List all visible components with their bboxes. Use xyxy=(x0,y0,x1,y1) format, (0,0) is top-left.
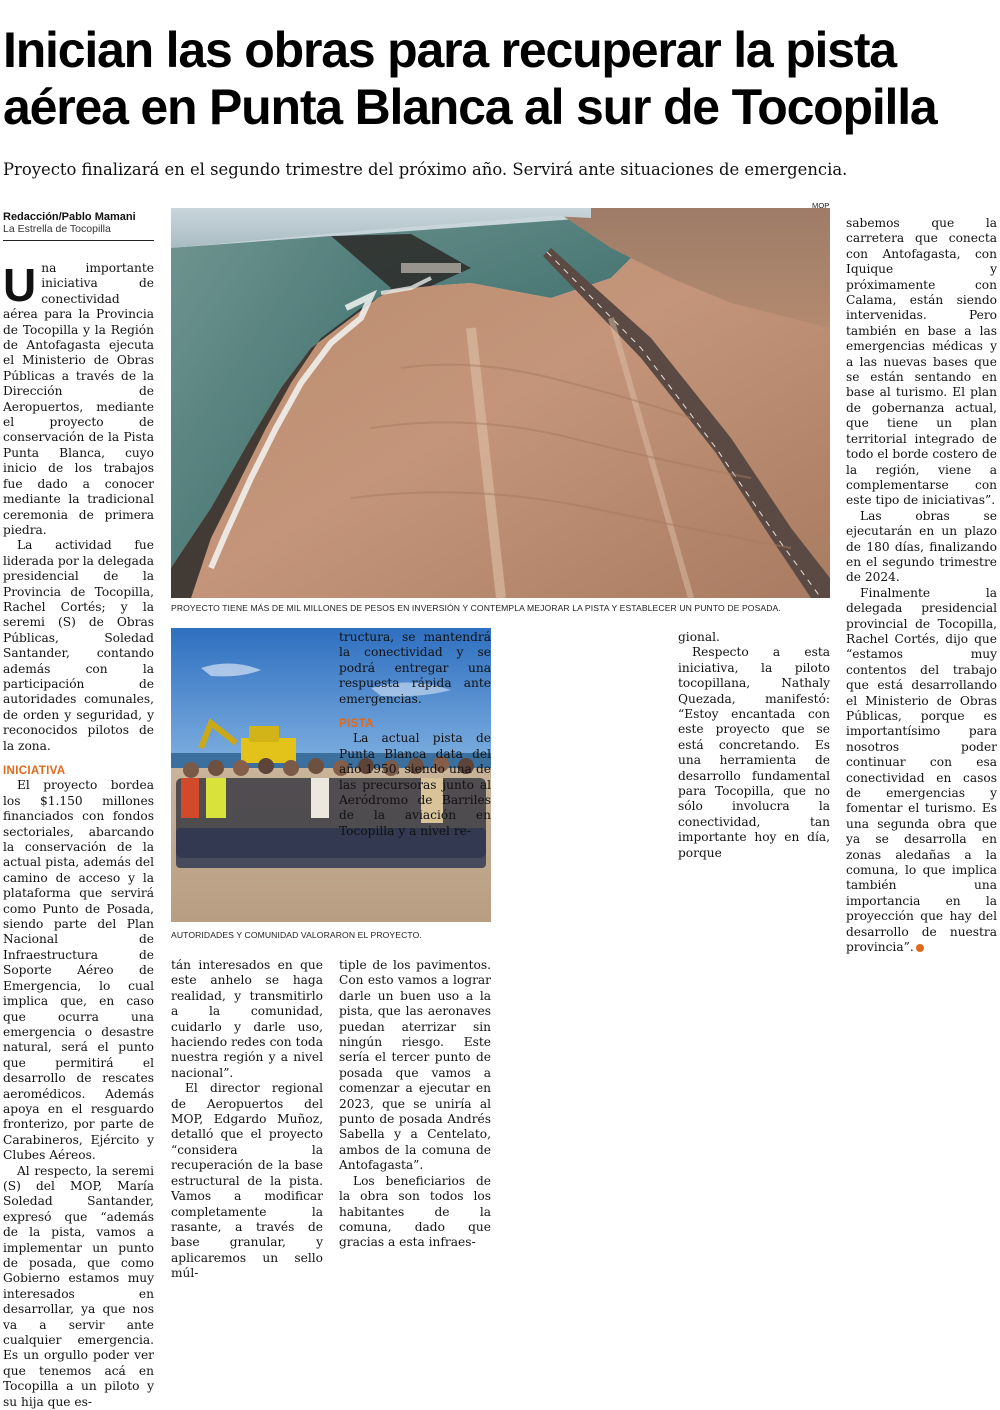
paragraph: Las obras se ejecutarán en un plazo de 180 días, finalizando en el segundo trimestre de 2024. xyxy=(846,508,997,585)
paragraph: El proyecto bordea los $1.150 millones financiados con fondos sectoriales, abarcando la conservación de la actual pista, además del camino de acceso y la plataforma que servirá como Punto de Posada, siendo parte del Plan Nacional de Infraestructura de Soporte Aéreo de Emergencia, lo cual implica que, en caso que ocurra una emergencia o desastre natural, será el punto que permitirá el desarrollo de rescates aeromédicos. Además apoya en el resguardo fronterizo, por parte de Carabineros, Ejército y Clubes Aéreos. xyxy=(3,778,154,1163)
aerial-photo xyxy=(171,208,830,598)
byline-divider xyxy=(3,240,154,241)
article-column-1 xyxy=(3,259,154,1409)
paragraph: Finalmente la delegada presidencial provincial de Tocopilla, Rachel Cortés, dijo que “estamos muy contentos del trabajo que está desarrollando el Ministerio de Obras Públicas, porque es importantísimo para nosotros poder continuar con esa conectividad en casos de emergencias y fomentar el turismo. Es una segunda obra que ya se desarrolla en zonas aledañas a la comuna, lo que implica también una importancia en la proyección que hay del desarrollo de nuestra provincia”. xyxy=(846,585,997,955)
paragraph: Al respecto, la seremi (S) del MOP, María Soledad Santander, expresó que “además de la pista, vamos a implementar un punto de posada, que como Gobierno estamos muy interesados en desarrollar, ya que nos va a servir ante cualquier emergencia. Es un orgullo poder ver que tenemos acá en Tocopilla a un piloto y su hija que es- xyxy=(3,1163,154,1409)
article-column-5 xyxy=(846,216,997,955)
article-column-2 xyxy=(171,958,323,1281)
paragraph: La actual pista de Punta Blanca data del año 1950, siendo una de las precursoras junto al Aeródromo de Barriles de la aviación en Tocopilla y a nivel re- xyxy=(339,731,491,838)
article-subheadline: Proyecto finalizará en el segundo trimestre del próximo año. Servirá ante situaciones de emergencia. xyxy=(3,160,848,179)
byline-author: Redacción/Pablo Mamani xyxy=(3,211,136,223)
paragraph: La actividad fue liderada por la delegada presidencial de la Provincia de Tocopilla, Rachel Cortés; y la seremi (S) de Obras Públicas, Soledad Santander, contando además con la participación de autoridades comunales, de orden y seguridad, y reconocidos pilotos de la zona. xyxy=(3,538,154,753)
article-column-3-lower xyxy=(339,958,491,1250)
aerial-photo-caption: PROYECTO TIENE MÁS DE MIL MILLONES DE PESOS EN INVERSIÓN Y CONTEMPLA MEJORAR LA PISTA Y ESTABLECER UN PUNTO DE POSADA. xyxy=(171,603,781,613)
article-column-4-body xyxy=(678,630,830,860)
paragraph: gional. xyxy=(678,630,720,644)
paragraph: Respecto a esta iniciativa, la piloto tocopillana, Nathaly Quezada, manifestó: “Estoy encantada con este proyecto que se está concretando. Es una herramienta de desarrollo fundamental para Tocopilla, que no sólo involucra la conectividad, tan importante hoy en día, porque xyxy=(678,645,830,860)
byline-publication: La Estrella de Tocopilla xyxy=(3,223,111,235)
paragraph: Los beneficiarios de la obra son todos los habitantes de la comuna, dado que gracias a esta infraes- xyxy=(339,1173,491,1250)
paragraph: tán interesados en que este anhelo se haga realidad, y transmitirlo a la comunidad, cuidarlo y darle uso, haciendo redes con toda nuestra región y a nivel nacional”. xyxy=(171,958,323,1080)
paragraph: sabemos que la carretera que conecta con Antofagasta, con Iquique y próximamente con Calama, están siendo intervenidas. Pero también en base a las emergencias médicas y a las nuevas bases que se están sentando en base al turismo. El plan de gobernanza actual, que tiene un plan territorial integrado de todo el borde costero de la región, viene a complementarse con este tipo de iniciativas”. xyxy=(846,216,997,508)
lead-paragraph: Una importante iniciativa de conectividad aérea para la Provincia de Tocopilla y la Región de Antofagasta ejecuta el Ministerio de Obras Públicas a través de la Dirección de Aeropuertos, mediante el proyecto de conservación de la Pista Punta Blanca, cuyo inicio de los trabajos fue dado a conocer mediante la tradicional ceremonia de primera piedra. xyxy=(3,259,154,537)
paragraph: tiple de los pavimentos. Con esto vamos a lograr darle un buen uso a la pista, que las aeronaves puedan aterrizar sin ningún riesgo. Este sería el tercer punto de posada que vamos a comenzar a ejecutar en 2023, que se uniría al punto de posada Andrés Sabella y a Centelato, ambos de la comuna de Antofagasta”. xyxy=(339,958,491,1173)
article-column-3-upper xyxy=(339,630,491,892)
section-heading-pista: PISTA xyxy=(339,717,374,731)
article-headline: Inician las obras para recuperar la pista aérea en Punta Blanca al sur de Tocopilla xyxy=(3,22,937,135)
photo-credit: MOP xyxy=(812,201,830,210)
group-photo-caption: AUTORIDADES Y COMUNIDAD VALORARON EL PROYECTO. xyxy=(171,930,422,940)
aerial-coast-illustration xyxy=(171,208,830,598)
drop-cap: U xyxy=(3,259,37,311)
paragraph: El director regional de Aeropuertos del MOP, Edgardo Muñoz, detalló que el proyecto “considera la recuperación de la base estructural de la pista. Vamos a modificar completamente la rasante, a través de base granular, y aplicaremos un sello múl- xyxy=(171,1081,323,1281)
section-heading-iniciativa: INICIATIVA xyxy=(3,764,66,777)
end-of-article-icon xyxy=(916,944,924,952)
paragraph: tructura, se mantendrá la conectividad y se podrá entregar una respuesta rápida ante emergencias. xyxy=(339,630,491,706)
